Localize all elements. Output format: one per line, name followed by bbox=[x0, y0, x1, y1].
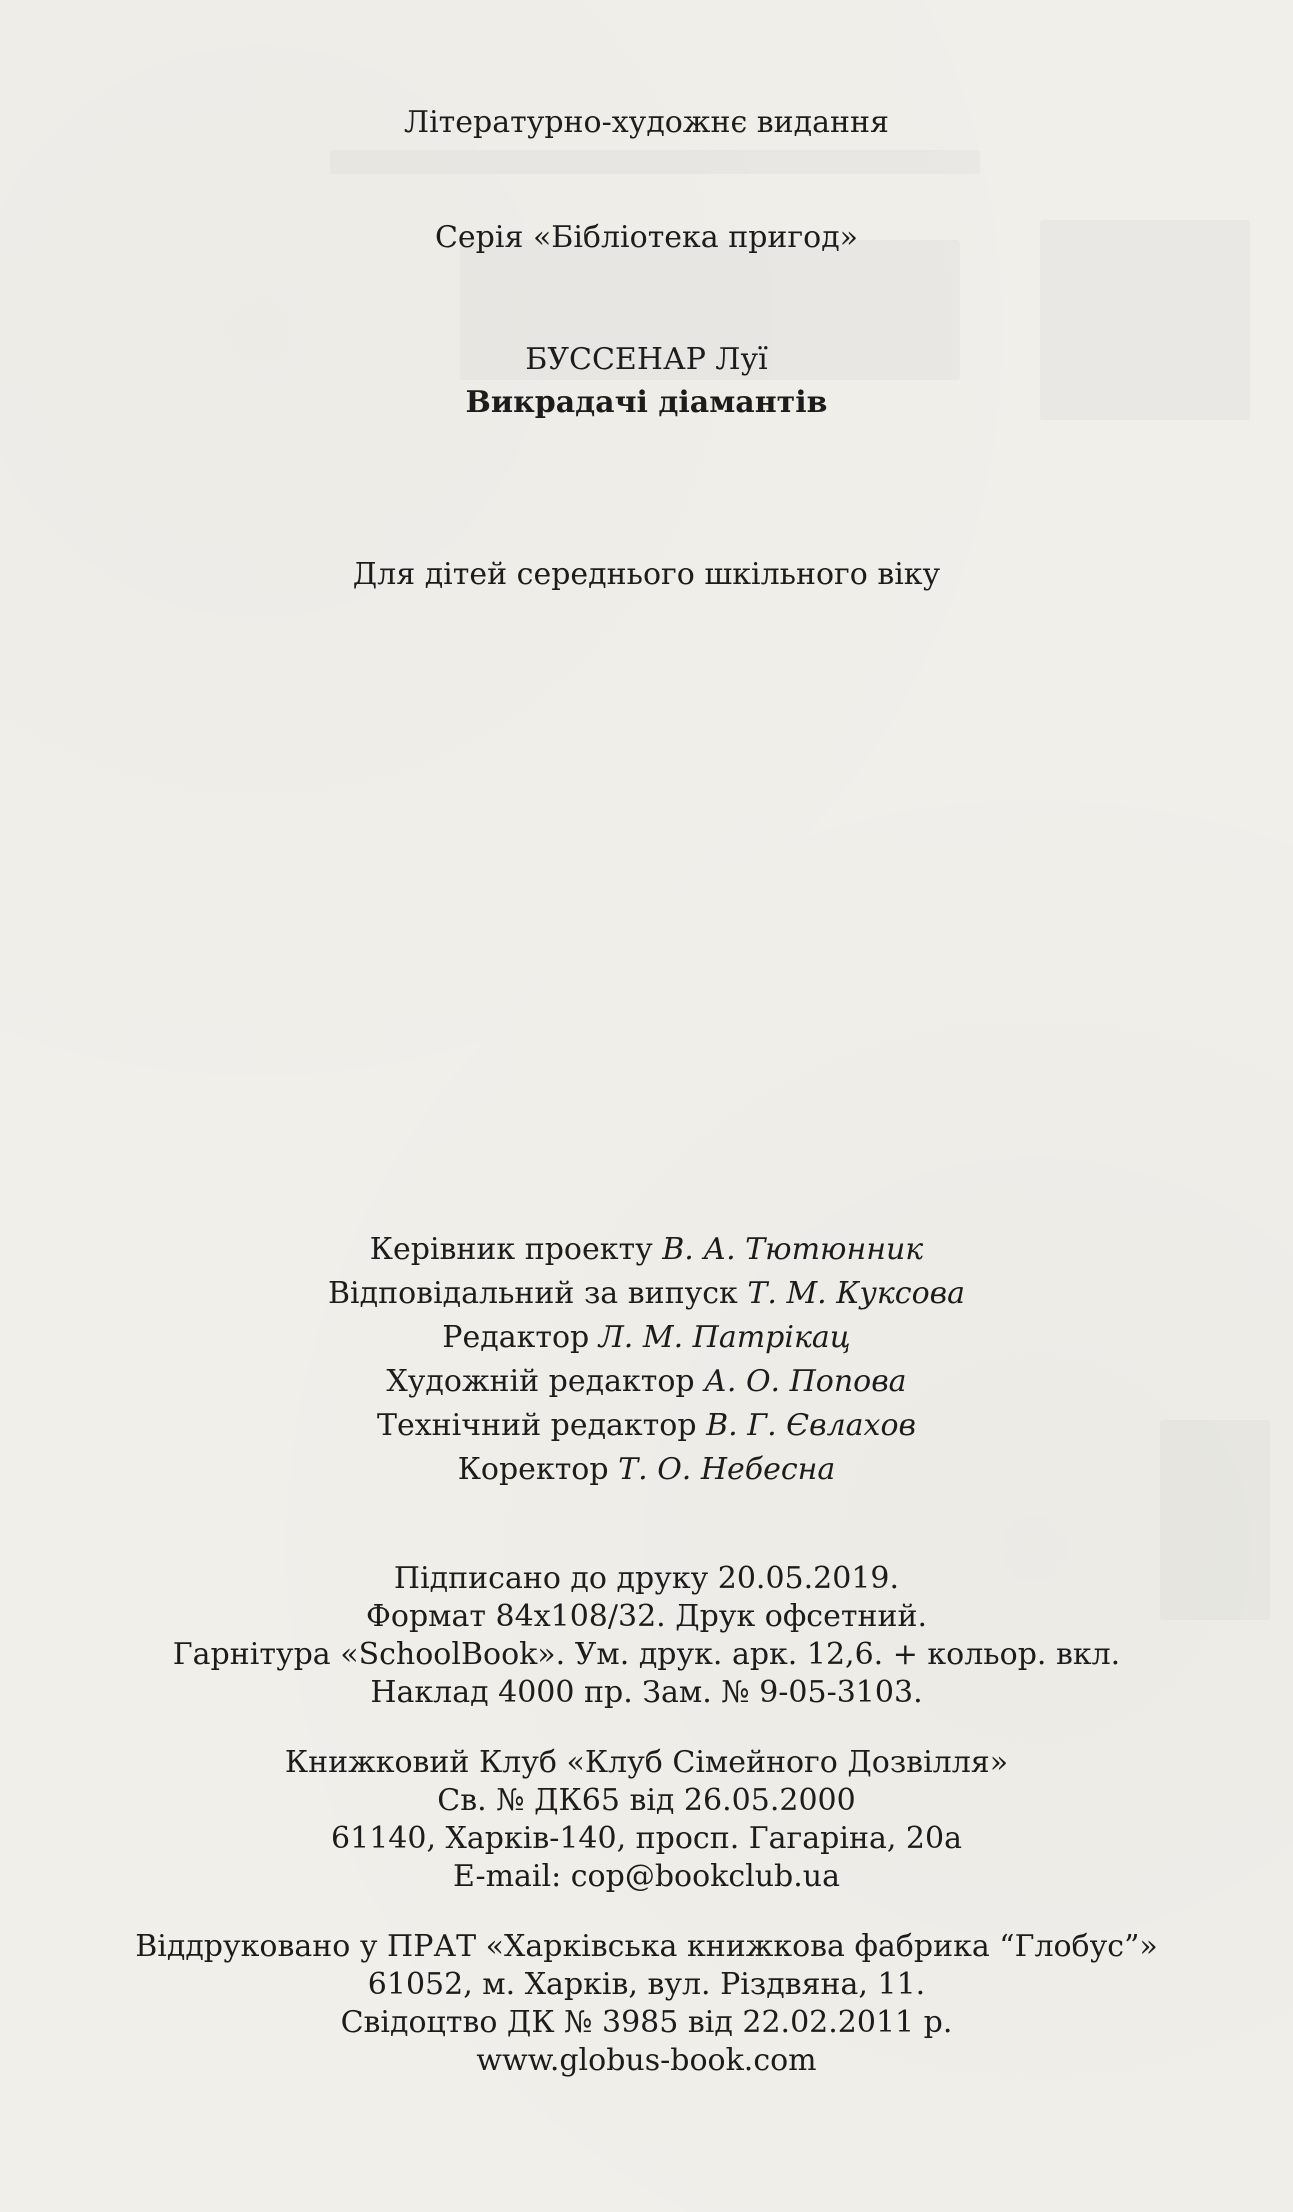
credit-person: А. О. Попова bbox=[704, 1364, 907, 1399]
credit-person: Л. М. Патрікац bbox=[598, 1320, 851, 1355]
series-name bbox=[0, 220, 1293, 255]
author-name bbox=[0, 342, 1293, 377]
publisher-details bbox=[0, 1744, 1293, 1896]
audience-text: Для дітей середнього шкільного віку bbox=[352, 557, 941, 592]
print-detail-line: Наклад 4000 пр. Зам. № 9-05-3103. bbox=[370, 1675, 923, 1710]
publisher-email: E-mail: cop@bookclub.ua bbox=[453, 1859, 840, 1894]
credit-person: В. Г. Євлахов bbox=[706, 1408, 916, 1443]
book-title-text: Викрадачі діамантів bbox=[465, 385, 828, 420]
credit-line bbox=[0, 1360, 1293, 1404]
credit-person: Т. М. Куксова bbox=[747, 1276, 965, 1311]
publisher-line: Св. № ДК65 від 26.05.2000 bbox=[437, 1783, 856, 1818]
show-through-trace bbox=[330, 150, 980, 174]
credit-person: В. А. Тютюнник bbox=[662, 1232, 924, 1267]
credit-line bbox=[0, 1228, 1293, 1272]
credit-role: Коректор bbox=[457, 1452, 609, 1487]
credit-role: Керівник проекту bbox=[369, 1232, 653, 1267]
credit-line bbox=[0, 1404, 1293, 1448]
series-text: Серія «Бібліотека пригод» bbox=[434, 220, 859, 255]
print-detail-line: Формат 84x108/32. Друк офсетний. bbox=[366, 1599, 927, 1634]
credits-list bbox=[0, 1228, 1293, 1492]
printer-line: Свідоцтво ДК № 3985 від 22.02.2011 р. bbox=[340, 2005, 953, 2040]
book-title bbox=[0, 385, 1293, 420]
print-detail-line: Гарнітура «SchoolBook». Ум. друк. арк. 12,6. + кольор. вкл. bbox=[172, 1637, 1121, 1672]
print-details bbox=[0, 1560, 1293, 1712]
credit-person: Т. О. Небесна bbox=[618, 1452, 836, 1487]
edition-type-text: Літературно-художнє видання bbox=[404, 105, 889, 140]
publisher-line: 61140, Харків-140, просп. Гагаріна, 20а bbox=[331, 1821, 962, 1856]
credit-role: Художній редактор bbox=[386, 1364, 695, 1399]
credit-line bbox=[0, 1448, 1293, 1492]
printer-details bbox=[0, 1928, 1293, 2080]
printer-line: 61052, м. Харків, вул. Різдвяна, 11. bbox=[367, 1967, 926, 2002]
credit-role: Відповідальний за випуск bbox=[328, 1276, 738, 1311]
credit-role: Редактор bbox=[442, 1320, 590, 1355]
printer-website: www.globus-book.com bbox=[476, 2043, 817, 2078]
printer-line: Віддруковано у ПРАТ «Харківська книжкова фабрика “Глобус”» bbox=[135, 1929, 1158, 1964]
credit-line bbox=[0, 1316, 1293, 1360]
edition-type bbox=[0, 105, 1293, 140]
author-text: БУССЕНАР Луї bbox=[525, 342, 768, 377]
credit-role: Технічний редактор bbox=[376, 1408, 697, 1443]
credit-line bbox=[0, 1272, 1293, 1316]
publisher-line: Книжковий Клуб «Клуб Сімейного Дозвілля» bbox=[284, 1745, 1009, 1780]
print-detail-line: Підписано до друку 20.05.2019. bbox=[393, 1561, 900, 1596]
audience-note bbox=[0, 557, 1293, 592]
